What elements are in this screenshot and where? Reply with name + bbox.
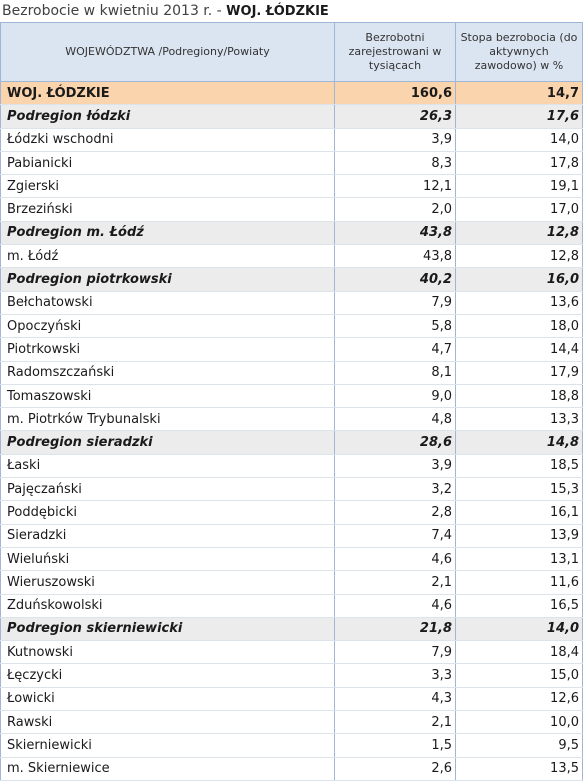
row-name: Łowicki <box>1 687 335 710</box>
table-row <box>1 734 583 757</box>
table-row <box>1 571 583 594</box>
header-rate: Stopa bezrobocia (do aktywnych zawodowo) w % <box>456 23 583 82</box>
row-unemployed: 28,6 <box>335 431 456 454</box>
row-unemployed: 12,1 <box>335 175 456 198</box>
row-rate: 16,0 <box>456 268 583 291</box>
row-rate: 16,1 <box>456 501 583 524</box>
row-name: Podregion m. Łódź <box>1 221 335 244</box>
table-row <box>1 361 583 384</box>
row-rate: 17,0 <box>456 198 583 221</box>
unemployment-table <box>0 22 583 781</box>
row-name: Piotrkowski <box>1 338 335 361</box>
row-name: Skierniewicki <box>1 734 335 757</box>
row-name: Zduńskowolski <box>1 594 335 617</box>
row-unemployed: 1,5 <box>335 734 456 757</box>
row-rate: 12,8 <box>456 221 583 244</box>
row-rate: 10,0 <box>456 711 583 734</box>
row-rate: 16,5 <box>456 594 583 617</box>
row-rate: 12,6 <box>456 687 583 710</box>
row-unemployed: 7,9 <box>335 291 456 314</box>
header-unemployed: Bezrobotni zarejestrowani w tysiącach <box>335 23 456 82</box>
row-unemployed: 4,8 <box>335 408 456 431</box>
row-rate: 9,5 <box>456 734 583 757</box>
row-rate: 13,9 <box>456 524 583 547</box>
table-row <box>1 198 583 221</box>
row-name: Brzeziński <box>1 198 335 221</box>
table-row <box>1 664 583 687</box>
row-rate: 18,5 <box>456 454 583 477</box>
row-unemployed: 4,3 <box>335 687 456 710</box>
row-rate: 13,3 <box>456 408 583 431</box>
row-rate: 13,5 <box>456 757 583 780</box>
subregion-row <box>1 617 583 640</box>
row-unemployed: 2,1 <box>335 571 456 594</box>
row-unemployed: 8,1 <box>335 361 456 384</box>
row-unemployed: 7,9 <box>335 641 456 664</box>
row-unemployed: 2,0 <box>335 198 456 221</box>
table-row <box>1 757 583 780</box>
row-unemployed: 3,9 <box>335 128 456 151</box>
row-unemployed: 3,9 <box>335 454 456 477</box>
row-name: Sieradzki <box>1 524 335 547</box>
title-prefix: Bezrobocie w kwietniu 2013 r. - <box>2 3 227 19</box>
row-unemployed: 9,0 <box>335 384 456 407</box>
row-name: Podregion łódzki <box>1 105 335 128</box>
table-row <box>1 478 583 501</box>
row-unemployed: 4,7 <box>335 338 456 361</box>
row-name: Bełchatowski <box>1 291 335 314</box>
row-rate: 19,1 <box>456 175 583 198</box>
row-rate: 14,7 <box>456 82 583 105</box>
row-name: Poddębicki <box>1 501 335 524</box>
row-name: Kutnowski <box>1 641 335 664</box>
row-rate: 18,4 <box>456 641 583 664</box>
row-unemployed: 21,8 <box>335 617 456 640</box>
row-name: Pajęczański <box>1 478 335 501</box>
table-row <box>1 175 583 198</box>
row-name: m. Piotrków Trybunalski <box>1 408 335 431</box>
table-body <box>1 82 583 781</box>
row-name: Łaski <box>1 454 335 477</box>
row-name: Łódzki wschodni <box>1 128 335 151</box>
subregion-row <box>1 268 583 291</box>
row-rate: 14,8 <box>456 431 583 454</box>
table-row <box>1 524 583 547</box>
row-unemployed: 26,3 <box>335 105 456 128</box>
row-name: Wieluński <box>1 547 335 570</box>
table-row <box>1 454 583 477</box>
row-rate: 14,0 <box>456 128 583 151</box>
row-rate: 17,8 <box>456 151 583 174</box>
row-rate: 15,3 <box>456 478 583 501</box>
table-row <box>1 384 583 407</box>
row-name: Rawski <box>1 711 335 734</box>
row-rate: 13,1 <box>456 547 583 570</box>
row-unemployed: 43,8 <box>335 221 456 244</box>
subregion-row <box>1 105 583 128</box>
table-row <box>1 338 583 361</box>
table-row <box>1 291 583 314</box>
row-name: Opoczyński <box>1 314 335 337</box>
row-rate: 18,0 <box>456 314 583 337</box>
row-rate: 13,6 <box>456 291 583 314</box>
table-row <box>1 128 583 151</box>
table-row <box>1 641 583 664</box>
row-name: Podregion piotrkowski <box>1 268 335 291</box>
voivodeship-row <box>1 82 583 105</box>
row-rate: 11,6 <box>456 571 583 594</box>
row-unemployed: 160,6 <box>335 82 456 105</box>
row-rate: 12,8 <box>456 245 583 268</box>
row-name: Tomaszowski <box>1 384 335 407</box>
row-unemployed: 3,3 <box>335 664 456 687</box>
row-name: m. Skierniewice <box>1 757 335 780</box>
row-name: Pabianicki <box>1 151 335 174</box>
row-rate: 14,4 <box>456 338 583 361</box>
subregion-row <box>1 431 583 454</box>
row-unemployed: 40,2 <box>335 268 456 291</box>
row-unemployed: 2,6 <box>335 757 456 780</box>
row-name: WOJ. ŁÓDZKIE <box>1 82 335 105</box>
header-region: WOJEWÓDZTWA /Podregiony/Powiaty <box>1 23 335 82</box>
row-unemployed: 7,4 <box>335 524 456 547</box>
row-name: m. Łódź <box>1 245 335 268</box>
title-region: WOJ. ŁÓDZKIE <box>226 4 329 19</box>
row-unemployed: 5,8 <box>335 314 456 337</box>
table-row <box>1 314 583 337</box>
table-row <box>1 245 583 268</box>
table-row <box>1 151 583 174</box>
row-unemployed: 2,8 <box>335 501 456 524</box>
table-row <box>1 711 583 734</box>
subregion-row <box>1 221 583 244</box>
row-name: Wieruszowski <box>1 571 335 594</box>
row-name: Zgierski <box>1 175 335 198</box>
row-rate: 14,0 <box>456 617 583 640</box>
row-unemployed: 8,3 <box>335 151 456 174</box>
row-name: Podregion sieradzki <box>1 431 335 454</box>
page-title <box>0 0 583 22</box>
table-row <box>1 594 583 617</box>
row-name: Podregion skierniewicki <box>1 617 335 640</box>
row-unemployed: 4,6 <box>335 594 456 617</box>
table-row <box>1 547 583 570</box>
row-rate: 18,8 <box>456 384 583 407</box>
row-unemployed: 4,6 <box>335 547 456 570</box>
row-rate: 15,0 <box>456 664 583 687</box>
row-unemployed: 3,2 <box>335 478 456 501</box>
row-rate: 17,9 <box>456 361 583 384</box>
row-unemployed: 43,8 <box>335 245 456 268</box>
row-name: Radomszczański <box>1 361 335 384</box>
table-row <box>1 501 583 524</box>
row-rate: 17,6 <box>456 105 583 128</box>
row-name: Łęczycki <box>1 664 335 687</box>
table-row <box>1 408 583 431</box>
table-header-row <box>1 23 583 82</box>
row-unemployed: 2,1 <box>335 711 456 734</box>
table-row <box>1 687 583 710</box>
